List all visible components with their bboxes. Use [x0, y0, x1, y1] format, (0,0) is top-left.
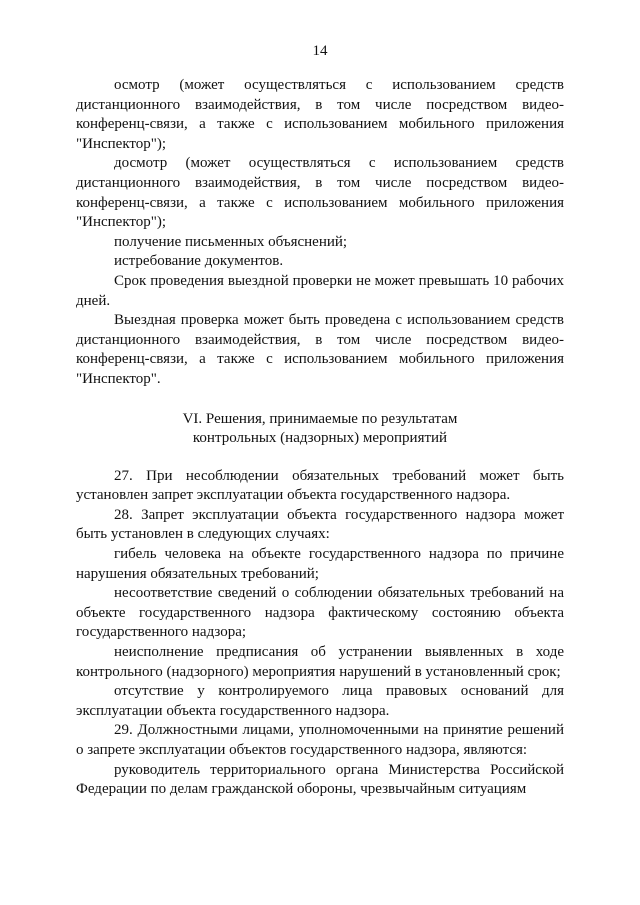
- paragraph-29: 29. Должностными лицами, уполномоченными на принятие решений о запрете эксплуатации объектов государственного надзора, являются:: [76, 722, 564, 758]
- page-number: 14: [312, 43, 328, 59]
- paragraph-inspection: осмотр (может осуществляться с использованием средств дистанционного взаимодействия, в том числе посредством видео-конференц-связи, а также с использованием мобильного приложения "Инспектор");: [76, 77, 564, 152]
- paragraph-inspection-term: Срок проведения выездной проверки не может превышать 10 рабочих дней.: [76, 272, 564, 309]
- paragraph-remote-inspection: Выездная проверка может быть проведена с использованием средств дистанционного взаимодействия, в том числе посредством видео-конференц-связи, а также с использованием мобильного приложения "Инспектор".: [76, 312, 564, 387]
- section-title: [76, 410, 564, 449]
- section-title-line-2: контрольных (надзорных) мероприятий: [192, 430, 448, 447]
- paragraph-examination: досмотр (может осуществляться с использованием средств дистанционного взаимодействия, в том числе посредством видео-конференц-связи, а также с использованием мобильного приложения "Инспектор");: [76, 155, 564, 231]
- paragraph-27: 27. При несоблюдении обязательных требований может быть установлен запрет эксплуатации объекта государственного надзора.: [76, 467, 564, 504]
- paragraph-case-nonexecution: неисполнение предписания об устранении выявленных в ходе контрольного (надзорного) мероприятия нарушений в установленный срок;: [76, 644, 564, 680]
- document-body: [76, 76, 564, 800]
- paragraph-case-no-legal-grounds: отсутствие у контролируемого лица правовых оснований для эксплуатации объекта государственного надзора.: [76, 683, 564, 719]
- paragraph-case-mismatch: несоответствие сведений о соблюдении обязательных требований на объекте государственного надзора фактическому состоянию объекта государственного надзора;: [76, 585, 564, 641]
- section-title-line-1: VI. Решения, принимаемые по результатам: [182, 410, 458, 427]
- paragraph-document-request: истребование документов.: [114, 253, 284, 270]
- paragraph-written-explanations: получение письменных объяснений;: [114, 233, 348, 250]
- paragraph-head-of-territorial-body: руководитель территориального органа Министерства Российской Федерации по делам гражданской обороны, чрезвычайным ситуациям: [76, 761, 564, 798]
- paragraph-28: 28. Запрет эксплуатации объекта государственного надзора может быть установлен в следующих случаях:: [76, 506, 564, 543]
- paragraph-case-death: гибель человека на объекте государственного надзора по причине нарушения обязательных требований;: [76, 546, 564, 582]
